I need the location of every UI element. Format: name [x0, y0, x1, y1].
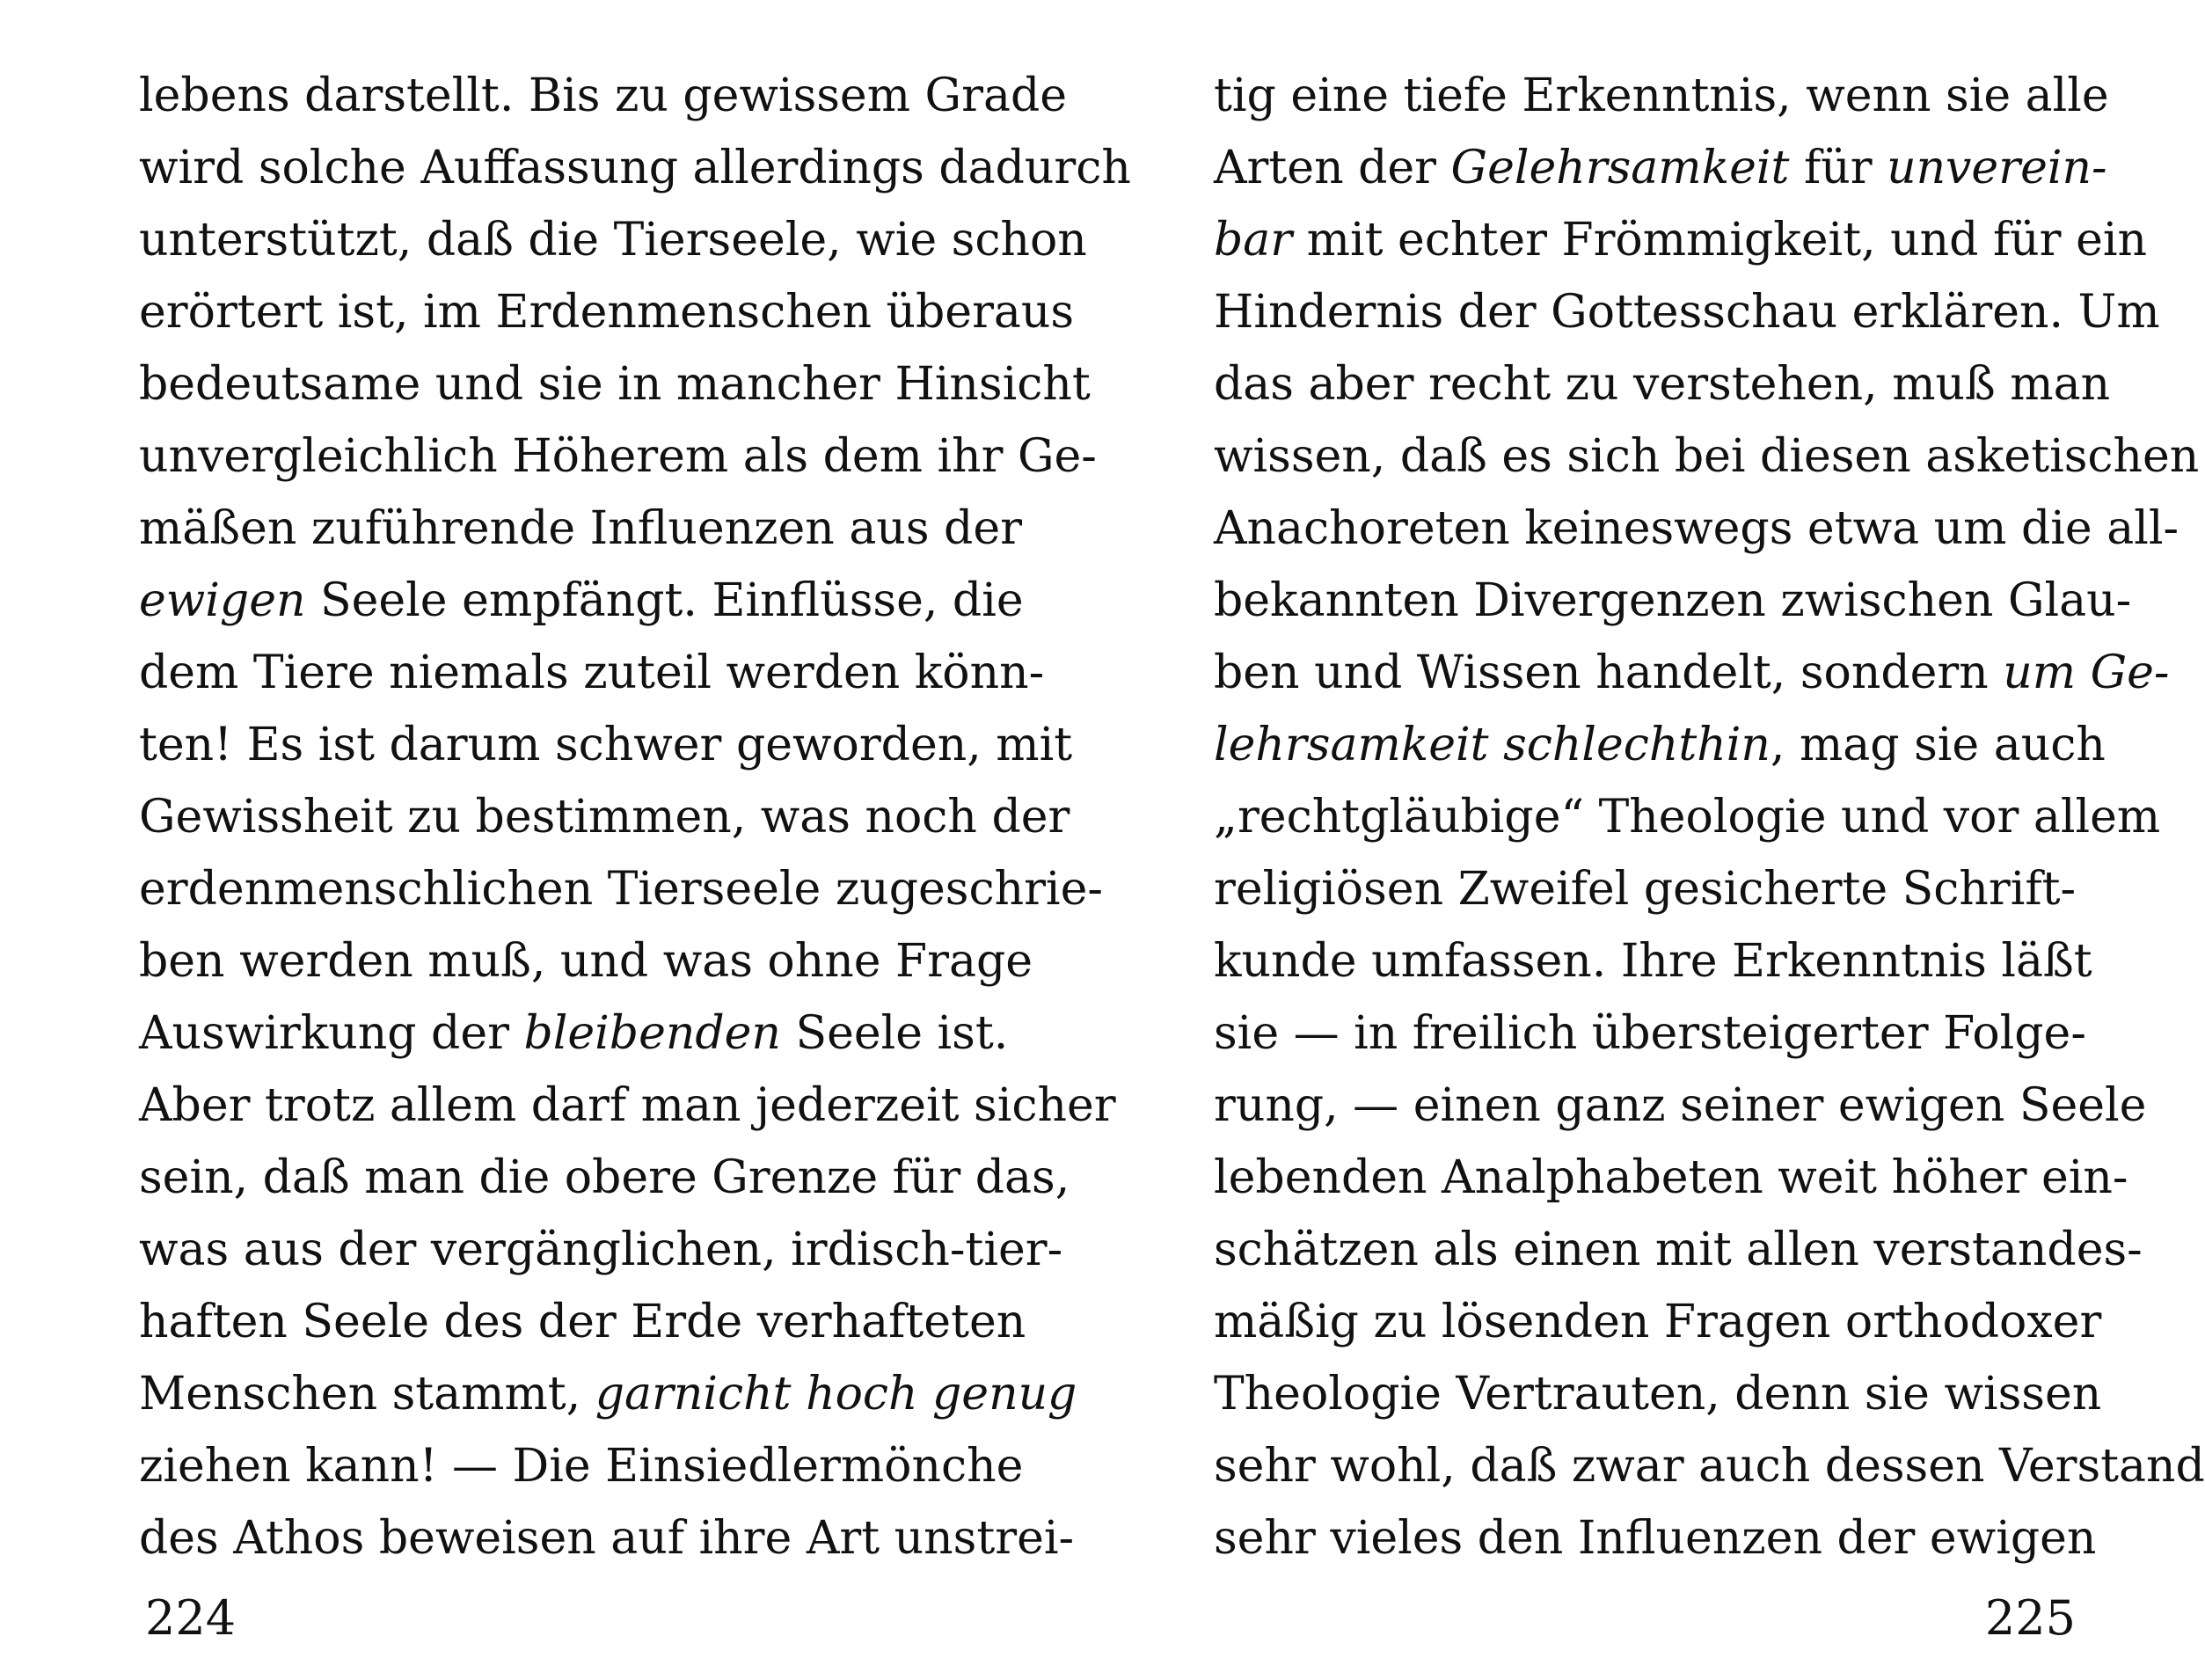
text-line [139, 60, 1068, 132]
text-segment: das aber recht zu verstehen, muß man [1214, 358, 2111, 411]
text-segment: lebens darstellt. Bis zu gewissem Grade [139, 69, 1068, 122]
text-line [139, 1502, 1075, 1574]
text-segment: Menschen stammt, [139, 1368, 595, 1421]
text-segment: sie — in freilich übersteigerter Folge- [1214, 1007, 2086, 1060]
text-line [139, 1286, 1026, 1358]
right-page-text [1214, 60, 2205, 1574]
text-segment: lebenden Analphabeten weit höher ein- [1214, 1151, 2128, 1204]
text-segment: für [1789, 142, 1887, 194]
text-line [139, 565, 1024, 637]
text-line [139, 276, 1075, 348]
text-segment: bekannten Divergenzen zwischen Glau- [1214, 574, 2132, 627]
text-segment: Seele ist. [780, 1007, 1009, 1060]
text-line [1214, 1502, 2097, 1574]
text-line [139, 781, 1070, 853]
text-segment: wissen, daß es sich bei diesen asketischen [1214, 430, 2200, 483]
text-line [1214, 637, 2170, 709]
text-segment: unvergleichlich Höherem als dem ihr Ge- [139, 430, 1097, 483]
text-segment: bedeutsame und sie in mancher Hinsicht [139, 358, 1091, 411]
text-line [1214, 204, 2147, 276]
text-line [139, 709, 1073, 781]
text-line [1214, 1358, 2102, 1430]
text-line [139, 1358, 1077, 1430]
text-segment: haften Seele des der Erde verhafteten [139, 1296, 1026, 1348]
italic-text-segment: lehrsamkeit schlechthin [1214, 719, 1771, 771]
text-segment: Auswirkung der [139, 1007, 524, 1060]
italic-text-segment: garnicht hoch genug [595, 1368, 1077, 1421]
text-segment: rung, — einen ganz seiner ewigen Seele [1214, 1079, 2147, 1132]
text-segment: ben und Wissen handelt, sondern [1214, 646, 2004, 699]
text-segment: wird solche Auffassung allerdings dadurch [139, 142, 1131, 194]
text-line [1214, 1070, 2147, 1142]
text-line [139, 1070, 1116, 1142]
text-line [1214, 853, 2076, 925]
right-page [1099, 0, 2205, 1680]
text-segment: erörtert ist, im Erdenmenschen überaus [139, 286, 1075, 339]
text-segment: Theologie Vertrauten, denn sie wissen [1214, 1368, 2102, 1421]
text-line [1214, 132, 2107, 204]
italic-text-segment: bar [1214, 214, 1293, 267]
text-segment: , mag sie auch [1770, 719, 2106, 771]
text-line [1214, 997, 2086, 1070]
text-segment: Anachoreten keineswegs etwa um die all- [1214, 502, 2179, 555]
page-number-left: 224 [145, 1590, 237, 1646]
text-segment: ziehen kann! — Die Einsiedlermönche [139, 1440, 1024, 1493]
text-line [1214, 1214, 2143, 1286]
text-segment: sein, daß man die obere Grenze für das, [139, 1151, 1070, 1204]
text-segment: unterstützt, daß die Tierseele, wie schon [139, 214, 1087, 267]
text-segment: mäßen zuführende Influenzen aus der [139, 502, 1022, 555]
text-line [139, 853, 1103, 925]
page-number-right: 225 [1984, 1590, 2076, 1646]
text-line [1214, 420, 2200, 493]
text-line [139, 925, 1033, 997]
text-segment: mäßig zu lösenden Fragen orthodoxer [1214, 1296, 2102, 1348]
text-line [1214, 276, 2160, 348]
text-segment: Aber trotz allem darf man jederzeit sicher [139, 1079, 1116, 1132]
text-segment: kunde umfassen. Ihre Erkenntnis läßt [1214, 935, 2092, 988]
text-line [1214, 1286, 2102, 1358]
text-line [139, 132, 1131, 204]
text-segment: Arten der [1214, 142, 1451, 194]
text-line [139, 348, 1091, 420]
text-line [139, 493, 1022, 565]
italic-text-segment: um Ge- [2003, 646, 2170, 699]
text-line [139, 997, 1009, 1070]
text-segment: mit echter Frömmigkeit, und für ein [1292, 214, 2147, 267]
text-segment: dem Tiere niemals zuteil werden könn- [139, 646, 1045, 699]
text-line [139, 1214, 1063, 1286]
text-segment: ben werden muß, und was ohne Frage [139, 935, 1033, 988]
text-segment: ten! Es ist darum schwer geworden, mit [139, 719, 1073, 771]
text-segment: sehr wohl, daß zwar auch dessen Verstand [1214, 1440, 2205, 1493]
italic-text-segment: bleibenden [523, 1007, 781, 1060]
text-line [1214, 1430, 2205, 1502]
left-page-text [139, 60, 1131, 1574]
text-line [1214, 709, 2106, 781]
text-line [139, 204, 1087, 276]
text-segment: tig eine tiefe Erkenntnis, wenn sie alle [1214, 69, 2109, 122]
text-segment: „rechtgläubige“ Theologie und vor allem [1214, 791, 2161, 844]
text-line [1214, 348, 2111, 420]
text-segment: schätzen als einen mit allen verstandes- [1214, 1223, 2143, 1276]
text-line [1214, 60, 2109, 132]
text-line [139, 1430, 1024, 1502]
text-segment: erdenmenschlichen Tierseele zugeschrie- [139, 863, 1103, 916]
text-line [139, 637, 1045, 709]
text-line [1214, 1142, 2128, 1214]
text-segment: Gewissheit zu bestimmen, was noch der [139, 791, 1070, 844]
text-segment: was aus der vergänglichen, irdisch-tier- [139, 1223, 1063, 1276]
text-segment: sehr vieles den Influenzen der ewigen [1214, 1512, 2097, 1565]
text-segment: religiösen Zweifel gesicherte Schrift- [1214, 863, 2077, 916]
italic-text-segment: ewigen [139, 574, 306, 627]
text-line [1214, 565, 2132, 637]
text-segment: des Athos beweisen auf ihre Art unstrei- [139, 1512, 1075, 1565]
italic-text-segment: Gelehrsamkeit [1450, 142, 1790, 194]
text-segment: Hindernis der Gottesschau erklären. Um [1214, 286, 2160, 339]
text-segment: Seele empfängt. Einflüsse, die [305, 574, 1024, 627]
text-line [1214, 493, 2179, 565]
text-line [139, 1142, 1070, 1214]
text-line [1214, 781, 2161, 853]
text-line [139, 420, 1097, 493]
text-line [1214, 925, 2092, 997]
italic-text-segment: unverein- [1887, 142, 2107, 194]
